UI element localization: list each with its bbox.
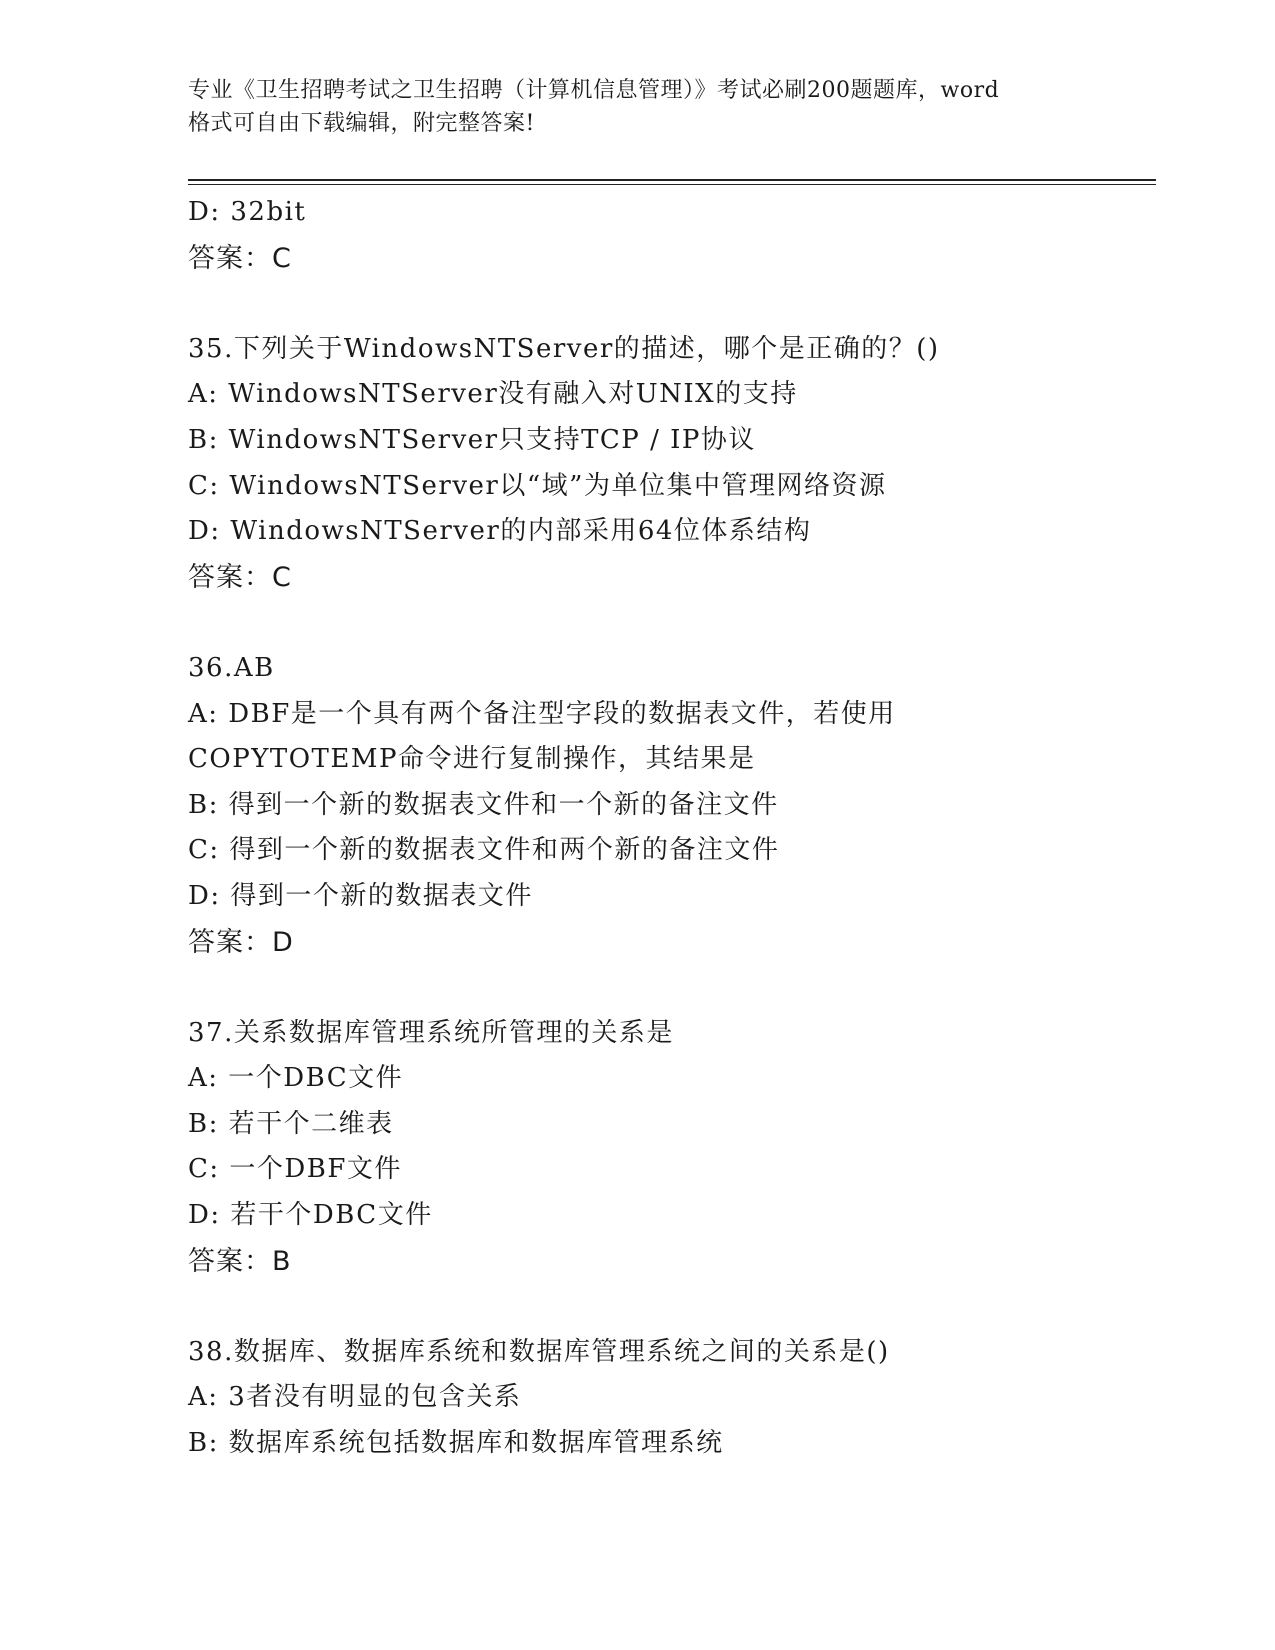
option-b: B: 数据库系统包括数据库和数据库管理系统: [188, 1428, 724, 1459]
option-d: D: 32bit: [188, 197, 307, 227]
option-d: D: WindowsNTServer的内部采用64位体系结构: [188, 516, 812, 547]
question-stem: 35.下列关于WindowsNTServer的描述，哪个是正确的？(): [188, 333, 940, 364]
option-a: A: 一个DBC文件: [188, 1063, 404, 1094]
option-b: B: 若干个二维表: [188, 1108, 394, 1139]
question-stem: 37.关系数据库管理系统所管理的关系是: [188, 1017, 674, 1048]
spacer: [188, 965, 1088, 1011]
spacer: [188, 281, 1088, 327]
option-c: C: WindowsNTServer以“域”为单位集中管理网络资源: [188, 470, 887, 501]
spacer: [188, 1284, 1088, 1330]
option-d: D: 若干个DBC文件: [188, 1200, 433, 1231]
header-divider-thick: [188, 179, 1156, 181]
option-c: C: 得到一个新的数据表文件和两个新的备注文件: [188, 835, 780, 866]
option-b: B: WindowsNTServer只支持TCP / IP协议: [188, 424, 756, 455]
option-d: D: 得到一个新的数据表文件: [188, 880, 533, 911]
question-stem: 38.数据库、数据库系统和数据库管理系统之间的关系是(): [188, 1336, 890, 1367]
question-stem: 36.AB: [188, 652, 275, 683]
spacer: [188, 600, 1088, 646]
document-header: 专业《卫生招聘考试之卫生招聘（计算机信息管理）》考试必刷200题题库，word 格式可自由下载编辑，附完整答案!: [188, 78, 1000, 136]
option-c: C: 一个DBF文件: [188, 1154, 402, 1185]
answer-line: 答案：D: [188, 926, 294, 958]
option-a: A: WindowsNTServer没有融入对UNIX的支持: [188, 379, 798, 410]
header-divider-thin: [188, 184, 1156, 185]
option-a: A: 3者没有明显的包含关系: [188, 1382, 522, 1413]
option-a: A: DBF是一个具有两个备注型字段的数据表文件，若使用COPYTOTEMP命令进行复制操作，其结果是: [188, 698, 896, 775]
answer-line: 答案：C: [188, 561, 292, 593]
question-list: [188, 190, 1088, 1467]
option-b: B: 得到一个新的数据表文件和一个新的备注文件: [188, 789, 779, 820]
answer-line: 答案：C: [188, 242, 292, 274]
answer-line: 答案：B: [188, 1245, 292, 1277]
